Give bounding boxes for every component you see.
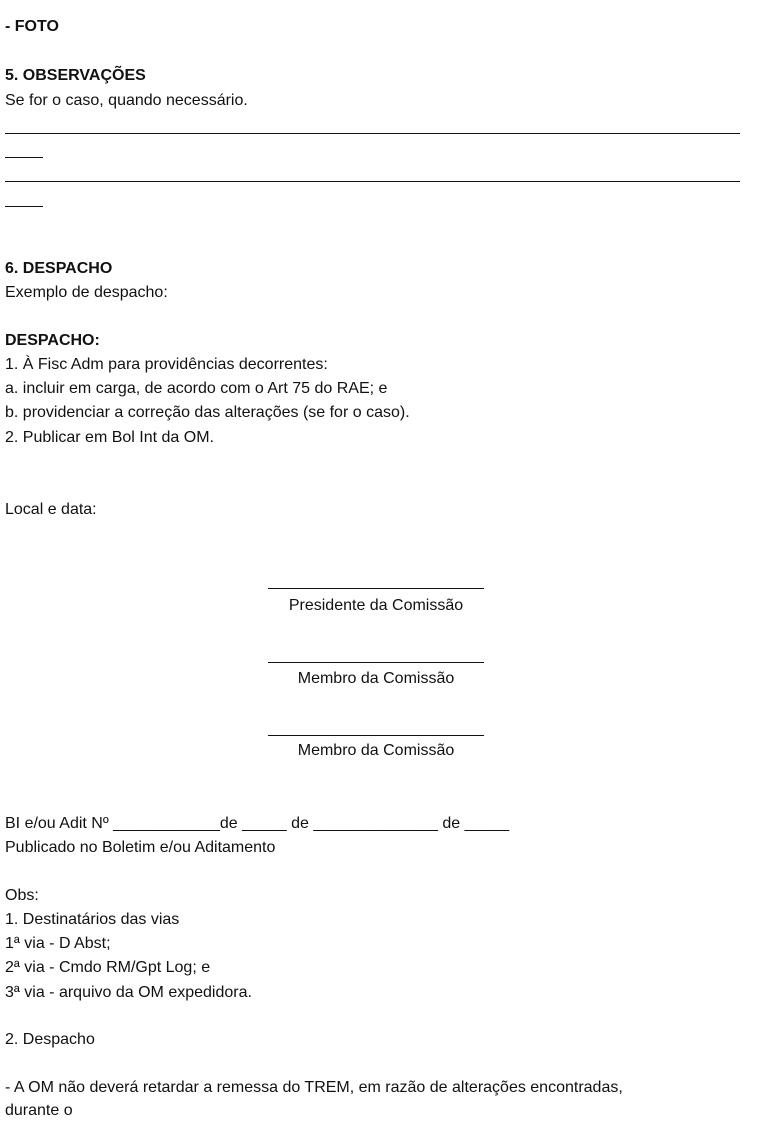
signature-label-member-2: Membro da Comissão (297, 742, 455, 759)
signature-line-member-1 (268, 662, 484, 663)
signature-line-president (268, 588, 484, 589)
obs-line: 3ª via - arquivo da OM expedidora. (5, 984, 252, 1001)
obs-note-line-1: - A OM não deverá retardar a remessa do TREM, em razão de alterações encontradas, (5, 1079, 623, 1096)
obs-title: Obs: (5, 887, 39, 904)
local-data-label: Local e data: (5, 501, 97, 518)
despacho-line: a. incluir em carga, de acordo com o Art 75 do RAE; e (5, 380, 388, 397)
despacho-line: b. providenciar a correção das alterações (se for o caso). (5, 404, 410, 421)
obs-note-line-2: durante o (5, 1102, 73, 1119)
despacho-line: 2. Publicar em Bol Int da OM. (5, 429, 214, 446)
signature-label-president: Presidente da Comissão (288, 597, 464, 614)
observation-line-1 (5, 133, 740, 134)
obs-line: 1. Destinatários das vias (5, 911, 180, 928)
foto-heading: - FOTO (5, 18, 59, 35)
publication-note: Publicado no Boletim e/ou Aditamento (5, 839, 276, 856)
signature-label-member-1: Membro da Comissão (297, 670, 455, 687)
publication-line: BI e/ou Adit Nº ____________de _____ de ______________ de _____ (5, 815, 510, 832)
despacho-title: DESPACHO: (5, 332, 100, 349)
despacho-line: 1. À Fisc Adm para providências decorrentes: (5, 356, 328, 373)
signature-line-member-2 (268, 735, 484, 736)
section-5-title: 5. OBSERVAÇÕES (5, 67, 146, 84)
section-6-intro: Exemplo de despacho: (5, 284, 168, 301)
observation-line-2 (5, 181, 740, 182)
obs-line: 2ª via - Cmdo RM/Gpt Log; e (5, 959, 211, 976)
observation-line-1-tail (5, 157, 43, 158)
section-5-text: Se for o caso, quando necessário. (5, 92, 248, 109)
obs-despacho: 2. Despacho (5, 1031, 95, 1048)
obs-line: 1ª via - D Abst; (5, 935, 111, 952)
section-6-title: 6. DESPACHO (5, 260, 113, 277)
observation-line-2-tail (5, 206, 43, 207)
